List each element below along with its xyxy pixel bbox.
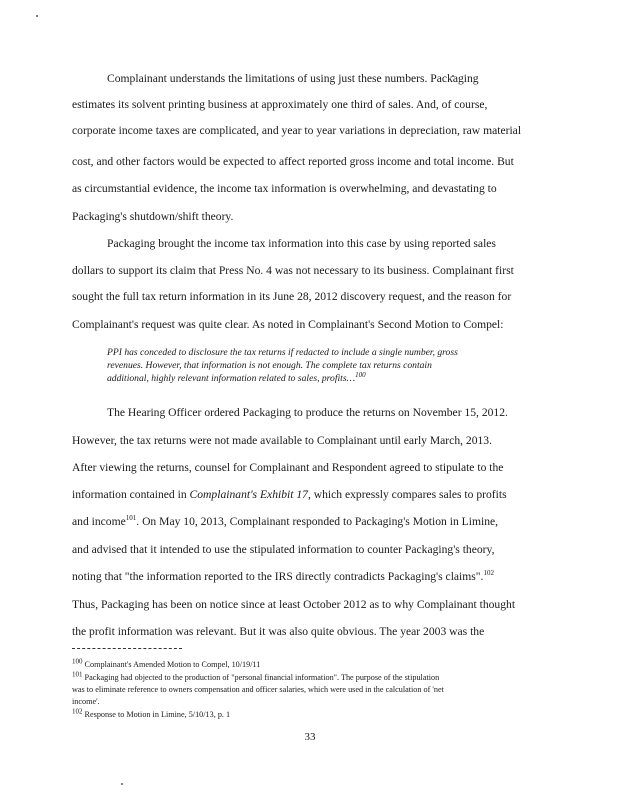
quote-line: revenues. However, that information is not enough. The complete tax returns contain <box>107 360 432 371</box>
text-line: noting that "the information reported to the IRS directly contradicts Packaging's claims".$^{102}$ <box>72 569 494 583</box>
text-line: estimates its solvent printing business at approximately one third of sales. And, of course, <box>72 98 488 111</box>
text-line: and advised that it intended to use the stipulated information to counter Packaging's theory, <box>72 543 495 556</box>
text-line: Packaging brought the income tax information into this case by using reported sales <box>107 237 496 250</box>
text-line: as circumstantial evidence, the income tax information is overwhelming, and devastating to <box>72 182 497 195</box>
text-line: information contained in Complainant's Exhibit 17, which expressly compares sales to profits <box>72 488 507 501</box>
text-line: sought the full tax return information in its June 28, 2012 discovery request, and the reason for <box>72 290 512 303</box>
text-line: the profit information was relevant. But it was also quite obvious. The year 2003 was the <box>72 625 485 638</box>
footnote-continuation: income'. <box>72 697 100 706</box>
footnote: $^{100}$ Complainant's Amended Motion to Compel, 10/19/11 <box>72 657 261 669</box>
text-line: and income$^{101}$. On May 10, 2013, Complainant responded to Packaging's Motion in Limine, <box>72 514 499 528</box>
quote-line: PPI has conceded to disclosure the tax returns if redacted to include a single number, gross <box>107 347 458 358</box>
text-line: However, the tax returns were not made available to Complainant until early March, 2013. <box>72 434 492 447</box>
text-line: corporate income taxes are complicated, and year to year variations in depreciation, raw material <box>72 124 522 137</box>
footnote-continuation: was to eliminate reference to owners compensation and officer salaries, which were used in the calculation of 'net <box>72 685 444 694</box>
scan-speck <box>121 783 123 785</box>
footnote: $^{101}$ Packaging had objected to the production of "personal financial information". The purpose of the stipulation <box>72 670 440 682</box>
text-line: dollars to support its claim that Press No. 4 was not necessary to its business. Complainant first <box>72 264 514 277</box>
text-line: Packaging's shutdown/shift theory. <box>72 210 234 223</box>
text-line: Complainant understands the limitations of using just these numbers. Packaging <box>107 72 479 85</box>
footnote-separator <box>72 648 182 649</box>
quote-line: additional, highly relevant information related to sales, profits…$^{100}$ <box>107 370 366 384</box>
footnote-ref: 101 <box>125 514 137 523</box>
text-line: After viewing the returns, counsel for Complainant and Respondent agreed to stipulate to the <box>72 461 504 474</box>
footnote-ref: 102 <box>483 569 494 578</box>
text-line: Complainant's request was quite clear. As noted in Complainant's Second Motion to Compel: <box>72 318 504 331</box>
scan-speck <box>36 15 38 17</box>
text-line: The Hearing Officer ordered Packaging to produce the returns on November 15, 2012. <box>107 406 508 419</box>
footnote-ref: 100 <box>355 370 366 379</box>
exhibit-reference: Complainant's Exhibit 17 <box>189 488 308 501</box>
text-line: Thus, Packaging has been on notice since at least October 2012 as to why Complainant thought <box>72 598 516 611</box>
page-number: 33 <box>304 731 316 743</box>
text-line: cost, and other factors would be expected to affect reported gross income and total income. But <box>72 155 514 168</box>
footnote: $^{102}$ Response to Motion in Limine, 5/10/13, p. 1 <box>72 707 231 719</box>
